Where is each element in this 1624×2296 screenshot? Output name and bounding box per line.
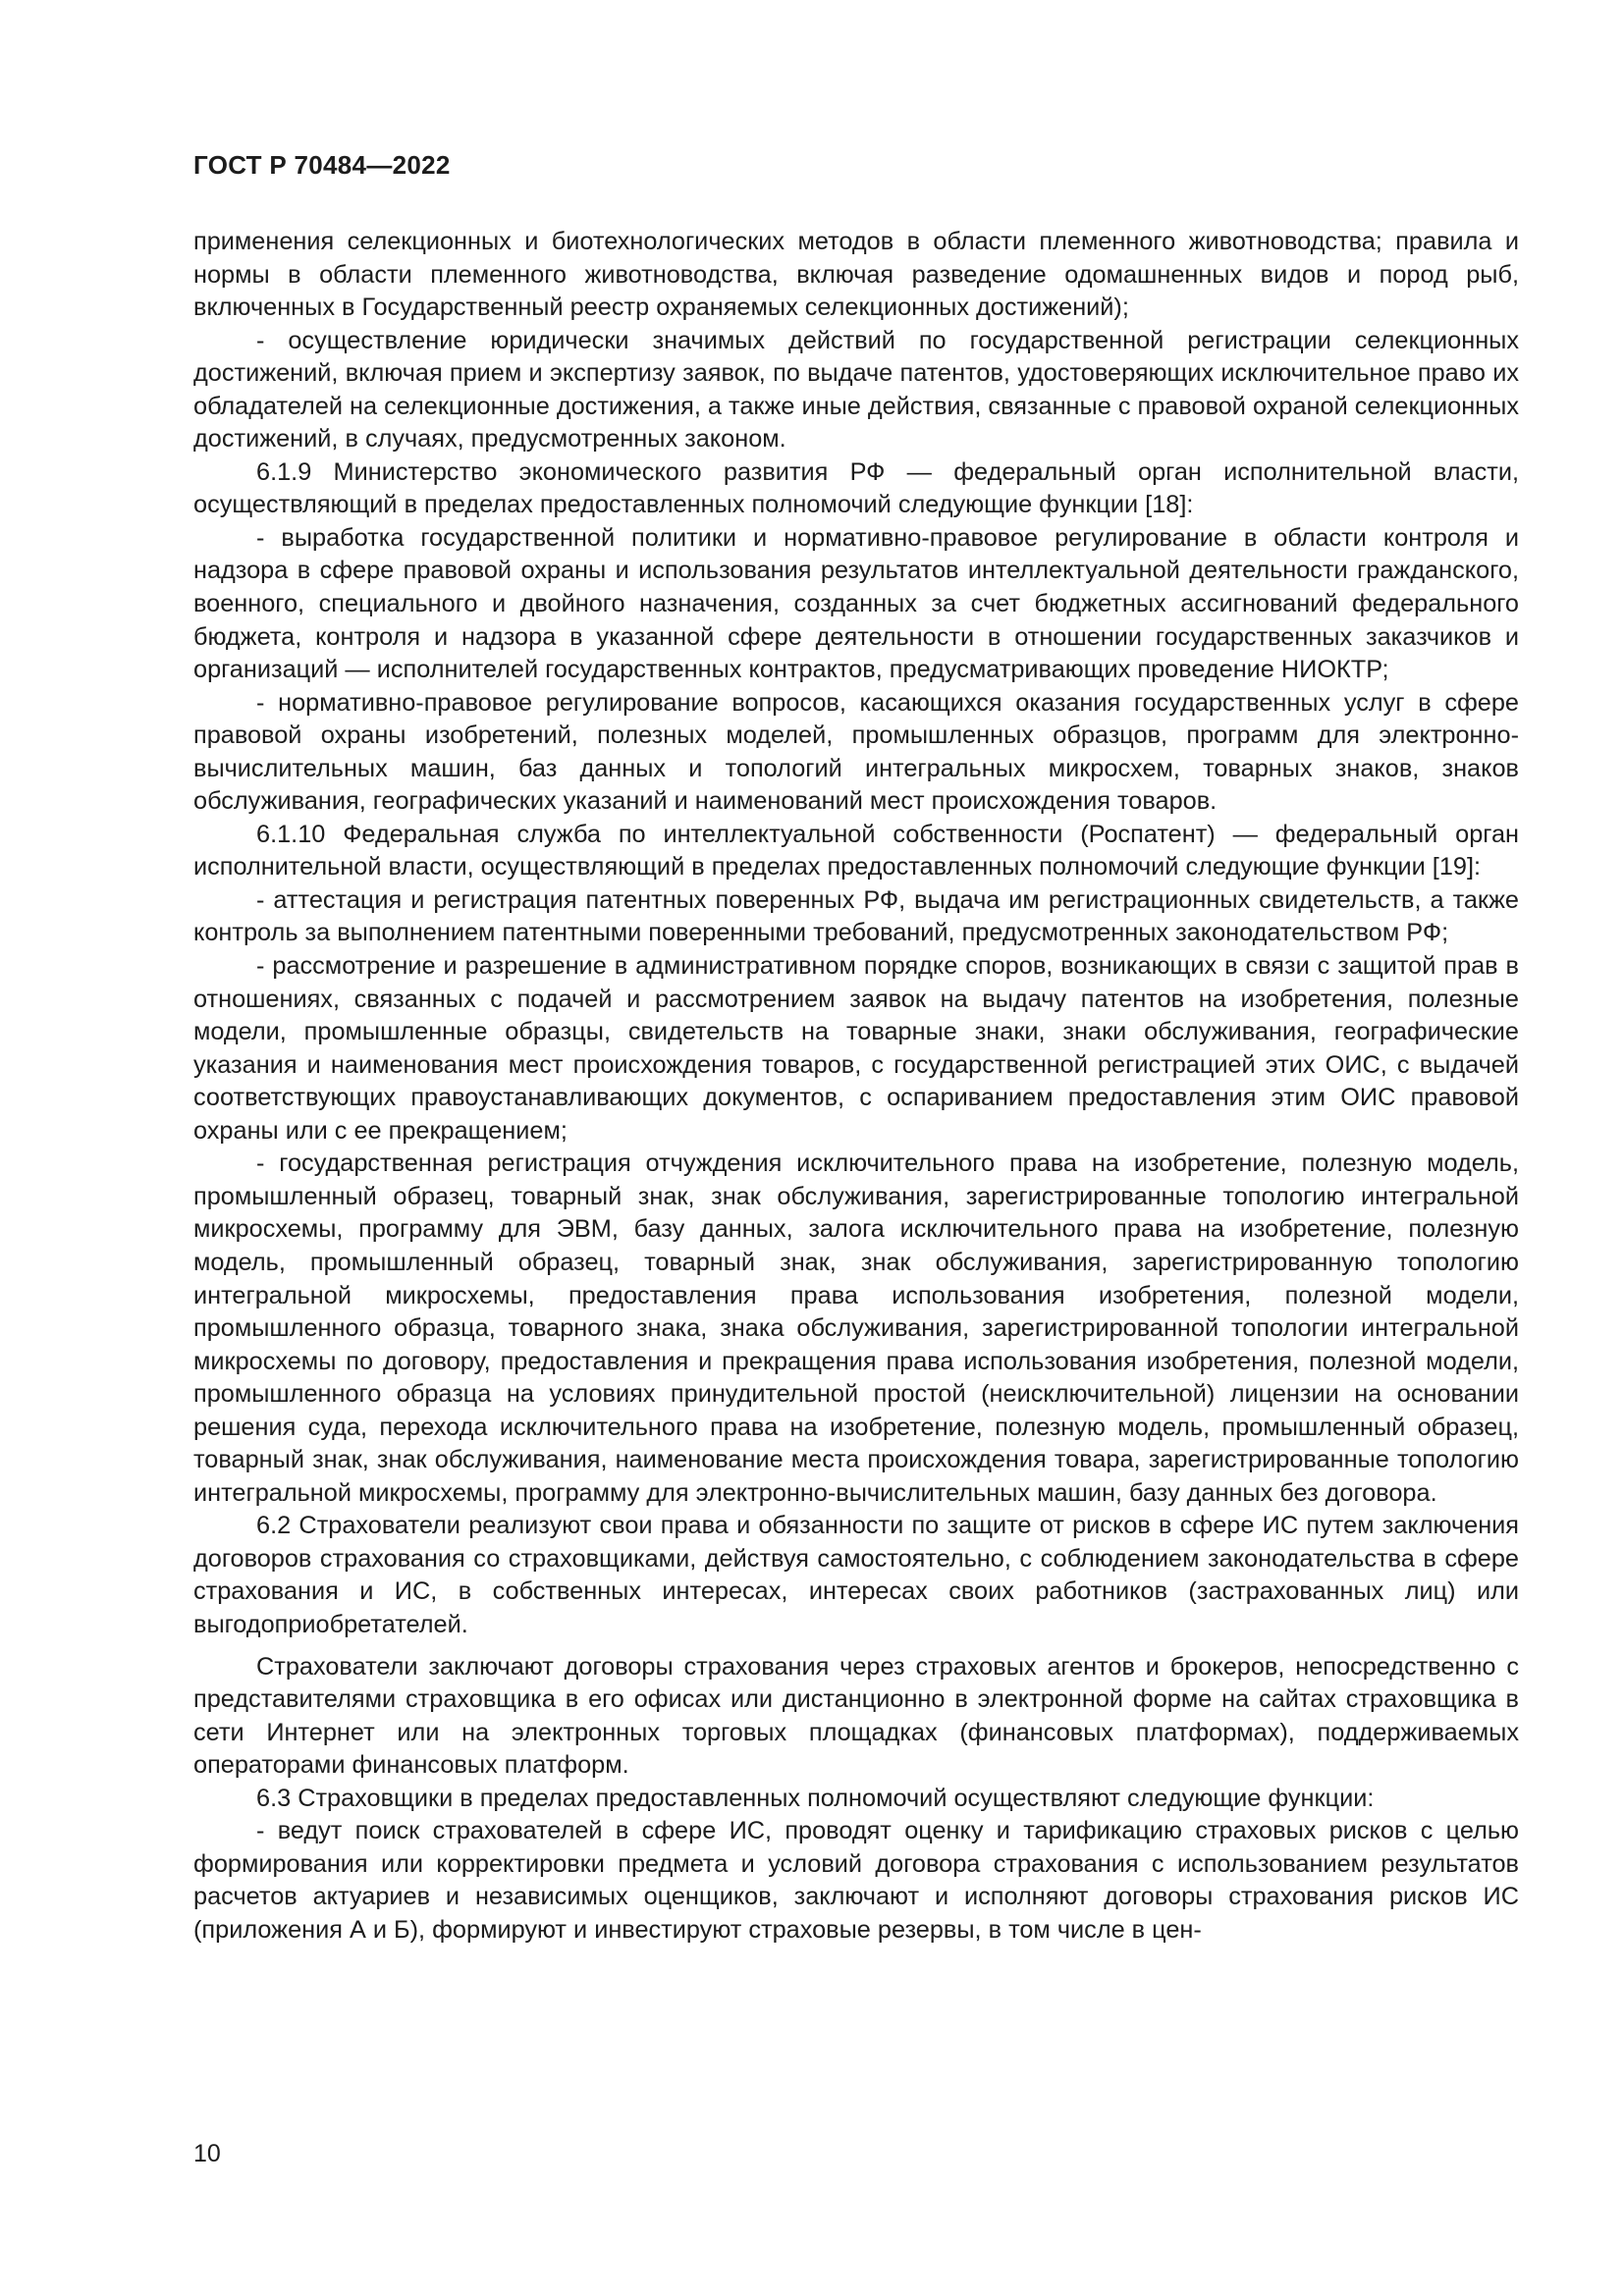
document-body [193,226,1519,1947]
paragraph-bullet: - выработка государственной политики и нормативно-правовое регулирование в области контроля и надзора в сфере правовой охраны и использования результатов интеллектуальной деятельности гражданского, военного, специального и двойного назначения, созданных за счет бюджетных ассигнований федерального бюджета, контроля и надзора в указанной сфере деятельности в отношении государственных заказчиков и организаций — исполнителей государственных контрактов, предусматривающих проведение НИОКТР; [193,523,1519,684]
paragraph-insurers-contracts: Страхователи заключают договоры страхования через страховых агентов и брокеров, непосредственно с представителями страховщика в его офисах или дистанционно в электронной форме на сайтах страховщика в сети Интернет или на электронных торговых площадках (финансовых платформах), поддерживаемых операторами финансовых платформ. [193,1652,1519,1780]
paragraph-bullet: - государственная регистрация отчуждения исключительного права на изобретение, полезную модель, промышленный образец, товарный знак, знак обслуживания, зарегистрированные топологию интегральной микросхемы, программу для ЭВМ, базу данных, залога исключительного права на изобретение, полезную модель, промышленный образец, товарный знак, знак обслуживания, зарегистрированную топологию интегральной микросхемы, предоставления права использования изобретения, полезной модели, промышленного образца, товарного знака, знака обслуживания, зарегистрированной топологии интегральной микросхемы по договору, предоставления и прекращения права использования изобретения, полезной модели, промышленного образца на условиях принудительной простой (неисключительной) лицензии на основании решения суда, перехода исключительного права на изобретение, полезную модель, промышленный образец, товарный знак, знак обслуживания, наименование места происхождения товара, зарегистрированные топологию интегральной микросхемы, программу для электронно-вычислительных машин, базу данных без договора. [193,1149,1519,1507]
paragraph-bullet: - нормативно-правовое регулирование вопросов, касающихся оказания государственных услуг в сфере правовой охраны изобретений, полезных моделей, промышленных образцов, программ для электронно-вычислительных машин, баз данных и топологий интегральных микросхем, товарных знаков, знаков обслуживания, географических указаний и наименований мест происхождения товаров. [193,688,1519,816]
paragraph-clause-6-3: 6.3 Страховщики в пределах предоставленных полномочий осуществляют следующие функции: [256,1784,1375,1812]
document-code-header: ГОСТ Р 70484—2022 [193,150,451,180]
paragraph-bullet: - рассмотрение и разрешение в административном порядке споров, возникающих в связи с защитой прав в отношениях, связанных с подачей и рассмотрением заявок на выдачу патентов на изобретения, полезные модели, промышленные образцы, свидетельств на товарные знаки, знаки обслуживания, географические указания и наименования мест происхождения товаров, с государственной регистрацией этих ОИС, с выдачей соответствующих правоустанавливающих документов, с оспариванием предоставления этим ОИС правовой охраны или с ее прекращением; [193,952,1519,1145]
paragraph-clause-6-2: 6.2 Страхователи реализуют свои права и обязанности по защите от рисков в сфере ИС путем заключения договоров страхования со страховщиками, действуя самостоятельно, с соблюдением законодательства в сфере страхования и ИС, в собственных интересах, интересах своих работников (застрахованных лиц) или выгодоприобретателей. [193,1512,1519,1638]
page-number: 10 [193,2140,221,2167]
paragraph-clause-6-1-9: 6.1.9 Министерство экономического развития РФ — федеральный орган исполнительной власти, осуществляющий в пределах предоставленных полномочий следующие функции [18]: [193,457,1519,519]
paragraph-continuation: применения селекционных и биотехнологических методов в области племенного животноводства; правила и нормы в области племенного животноводства, включая разведение одомашненных видов и пород рыб, включенных в Государственный реестр охраняемых селекционных достижений); [193,228,1519,322]
paragraph-bullet: - осуществление юридически значимых действий по государственной регистрации селекционных достижений, включая прием и экспертизу заявок, по выдаче патентов, удостоверяющих исключительное право их обладателей на селекционные достижения, а также иные действия, связанные с правовой охраной селекционных достижений, в случаях, предусмотренных законом. [193,326,1519,454]
paragraph-bullet: - аттестация и регистрация патентных поверенных РФ, выдача им регистрационных свидетельств, а также контроль за выполнением патентными поверенными требований, предусмотренных законодательством РФ; [193,885,1519,947]
paragraph-bullet: - ведут поиск страхователей в сфере ИС, проводят оценку и тарификацию страховых рисков с целью формирования или корректировки предмета и условий договора страхования с использованием результатов расчетов актуариев и независимых оценщиков, заключают и исполняют договоры страхования рисков ИС (приложения А и Б), формируют и инвестируют страховые резервы, в том числе в цен- [193,1817,1519,1944]
paragraph-clause-6-1-10: 6.1.10 Федеральная служба по интеллектуальной собственности (Роспатент) — федеральный орган исполнительной власти, осуществляющий в пределах предоставленных полномочий следующие функции [19]: [193,820,1519,881]
